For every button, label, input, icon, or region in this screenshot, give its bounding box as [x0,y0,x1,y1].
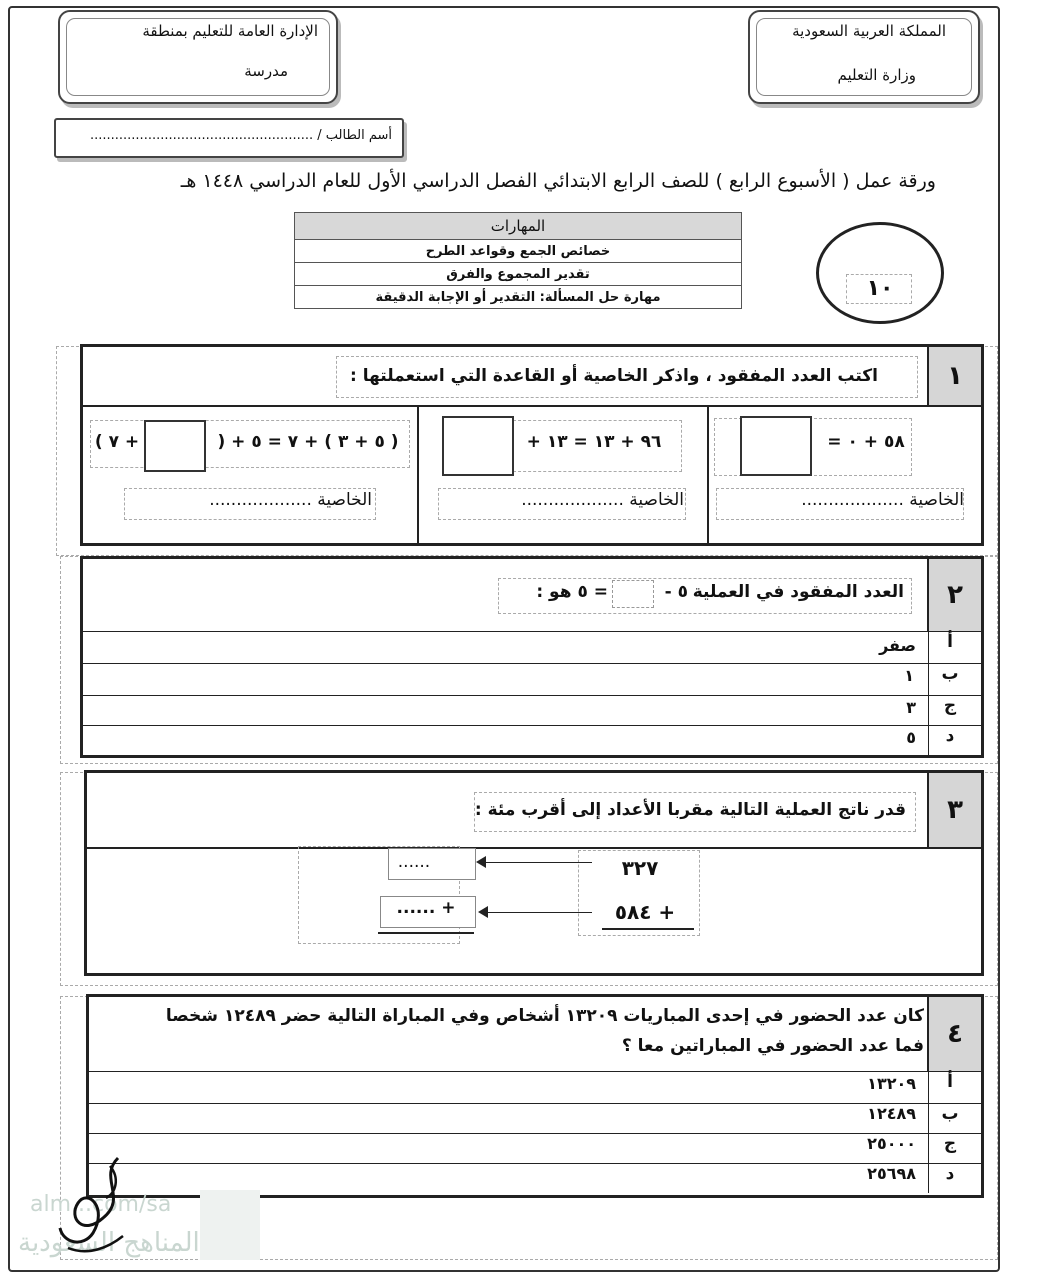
q2-option-a[interactable]: صفر [879,636,916,655]
question-3-text: قدر ناتج العملية التالية مقربا الأعداد إلى أقرب مئة : [474,800,906,820]
q3-answer-2[interactable]: + ...... [396,898,456,918]
education-admin-label: الإدارة العامة للتعليم بمنطقة [142,22,318,40]
q3-number-2: + ٥٨٤ [614,900,676,924]
grade-value: ١٠ [866,276,894,301]
skills-header: المهارات [295,213,742,240]
kingdom-label: المملكة العربية السعودية [792,22,946,40]
question-2-blank[interactable] [612,580,654,608]
q2-option-letter-b: ب [941,664,959,684]
question-4-text-line-2: فما عدد الحضور في المباراتين معا ؟ [621,1036,924,1056]
q1-answer-box-2[interactable] [442,416,514,476]
q3-number-1: ٣٢٧ [621,856,659,880]
question-4-text-line-1: كان عدد الحضور في إحدى المباريات ١٣٢٠٩ أشخاص وفي المباراة التالية حضر ١٢٤٨٩ شخصا [165,1006,924,1026]
q2-option-c[interactable]: ٣ [906,698,916,717]
arrow-left-icon [476,856,486,868]
q1-expression-2: ٩٦ + ١٣ = ١٣ + [526,432,662,452]
q1-expression-3b: + ٧ ) [94,432,140,452]
student-name-label: أسم الطالب / [317,128,392,143]
watermark-url: alm...com/sa [30,1192,172,1217]
question-1-text: اكتب العدد المفقود ، واذكر الخاصية أو القاعدة التي استعملتها : [349,366,878,386]
watermark-block [200,1190,260,1260]
question-3-number: ٣ [927,773,981,847]
q1-expression-1: ٥٨ + ٠ = [827,432,905,452]
question-1-number: ١ [927,347,981,405]
skills-table [294,212,742,309]
question-2-text-c: = ٥ هو : [536,582,608,602]
q1-property-3[interactable]: الخاصية ................... [209,490,372,510]
q4-option-letter-a: أ [947,1072,953,1092]
signature-icon [48,1148,138,1263]
q3-answer-1[interactable]: ...... [397,852,431,872]
grade-circle [816,222,944,324]
q2-option-letter-d: د [945,726,955,746]
q3-arrow-2 [488,912,592,913]
q4-option-b[interactable]: ١٢٤٨٩ [867,1104,916,1123]
q4-option-c[interactable]: ٢٥٠٠٠ [867,1134,916,1153]
q3-arrow-1 [486,862,592,863]
q2-option-b[interactable]: ١ [904,666,914,685]
question-2-text-b: ٥ - [664,582,688,602]
skill-item: تقدير المجموع والفرق [295,263,742,286]
q1-answer-box-3[interactable] [144,420,206,472]
arrow-left-icon [478,906,488,918]
q2-option-letter-a: أ [947,632,953,652]
question-2-number: ٢ [927,559,981,631]
q4-option-letter-d: د [945,1164,955,1184]
school-label: مدرسة [244,62,288,80]
student-name-box [54,118,404,158]
skill-item: مهارة حل المسألة: التقدير أو الإجابة الدقيقة [295,286,742,309]
q1-property-2[interactable]: الخاصية ................... [521,490,684,510]
q4-option-d[interactable]: ٢٥٦٩٨ [867,1164,916,1183]
q1-answer-box-1[interactable] [740,416,812,476]
skill-item: خصائص الجمع وقواعد الطرح [295,240,742,263]
ministry-label: وزارة التعليم [837,66,916,84]
student-name-field[interactable]: ...................................................... [89,128,314,143]
question-2-text-a: العدد المفقود في العملية [692,582,904,602]
q1-expression-3a: ( ٥ + ٣ ) + ٧ = ٥ + ( [217,432,399,452]
question-4-number: ٤ [927,997,981,1071]
q1-property-1[interactable]: الخاصية ................... [801,490,964,510]
q4-option-letter-c: ج [943,1134,957,1154]
q2-option-d[interactable]: ٥ [906,728,916,747]
q4-option-letter-b: ب [941,1104,959,1124]
q2-option-letter-c: ج [943,696,957,716]
q4-option-a[interactable]: ١٣٢٠٩ [867,1074,916,1093]
worksheet-title: ورقة عمل ( الأسبوع الرابع ) للصف الرابع الابتدائي الفصل الدراسي الأول للعام الدراسي ١٤٤٨ هـ [180,170,936,192]
watermark-title: المناهج السعودية [18,1228,200,1258]
